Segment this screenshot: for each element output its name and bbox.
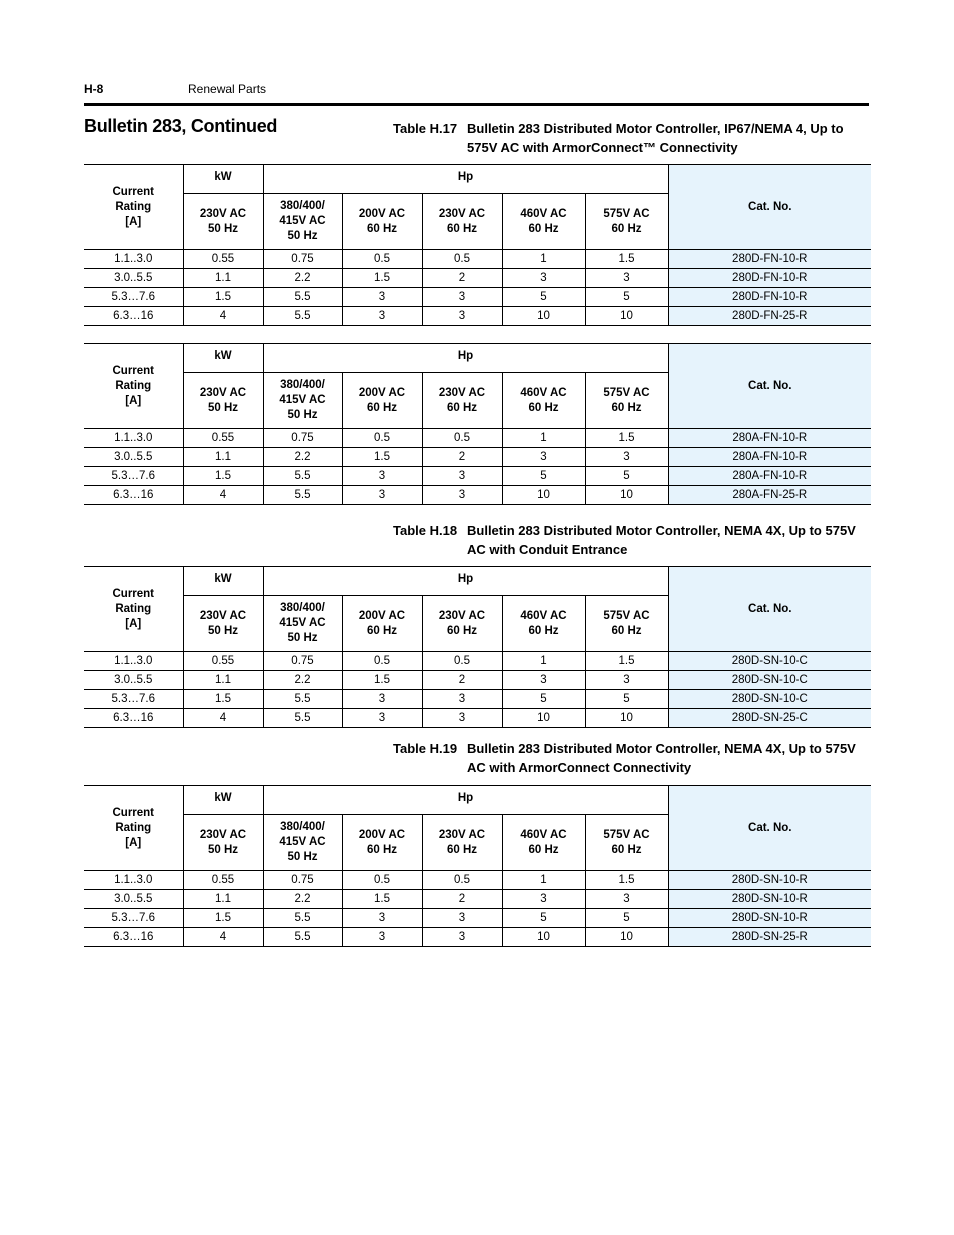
- table-cell: 6.3…16: [84, 928, 183, 947]
- table-cell: 3: [502, 448, 585, 467]
- table-cell: 1.1..3.0: [84, 871, 183, 890]
- kw-header: kW: [183, 786, 263, 815]
- table-cell: 5.5: [263, 709, 342, 728]
- table-cell: 2: [422, 448, 502, 467]
- voltage-header: 460V AC 60 Hz: [502, 815, 585, 871]
- cat-no-cell: 280D-FN-10-R: [668, 269, 871, 288]
- table-cell: 10: [585, 307, 668, 326]
- table-cell: 3: [502, 671, 585, 690]
- cat-no-cell: 280D-SN-10-R: [668, 890, 871, 909]
- table-cell: 1.1: [183, 890, 263, 909]
- cat-no-header: Cat. No.: [668, 786, 871, 871]
- voltage-header: 575V AC 60 Hz: [585, 194, 668, 250]
- table-row: [84, 307, 871, 326]
- cat-no-cell: 280D-FN-25-R: [668, 307, 871, 326]
- table-cell: 6.3…16: [84, 486, 183, 505]
- cat-no-cell: 280A-FN-10-R: [668, 429, 871, 448]
- voltage-header: 230V AC 60 Hz: [422, 815, 502, 871]
- table-cell: 0.75: [263, 871, 342, 890]
- table-cell: 5.5: [263, 467, 342, 486]
- page-number: H-8: [84, 82, 104, 96]
- table-cell: 4: [183, 307, 263, 326]
- table-cell: 0.5: [342, 250, 422, 269]
- table-cell: 5: [502, 288, 585, 307]
- voltage-header: 575V AC 60 Hz: [585, 815, 668, 871]
- table-row: [84, 269, 871, 288]
- hp-header: Hp: [263, 344, 668, 373]
- spec-table: [84, 785, 871, 947]
- table-cell: 1: [502, 652, 585, 671]
- table-cell: 2.2: [263, 269, 342, 288]
- table-cell: 1.5: [585, 652, 668, 671]
- table-row: [84, 429, 871, 448]
- cat-no-cell: 280A-FN-10-R: [668, 448, 871, 467]
- table-cell: 5: [502, 690, 585, 709]
- table-cell: 5.5: [263, 288, 342, 307]
- voltage-header: 230V AC 50 Hz: [183, 596, 263, 652]
- table-cell: 1.5: [342, 448, 422, 467]
- table-cell: 1.5: [342, 890, 422, 909]
- table-cell: 3: [342, 690, 422, 709]
- table-cell: 1.5: [342, 269, 422, 288]
- table-cell: 1.5: [183, 467, 263, 486]
- table-cell: 1.5: [585, 429, 668, 448]
- table-cell: 5.3…7.6: [84, 690, 183, 709]
- cat-no-cell: 280D-SN-10-C: [668, 652, 871, 671]
- table-row: [84, 448, 871, 467]
- header-row: [84, 344, 871, 373]
- table-cell: 1.1..3.0: [84, 250, 183, 269]
- cat-no-cell: 280D-FN-10-R: [668, 250, 871, 269]
- table-cell: 3.0..5.5: [84, 448, 183, 467]
- table-cell: 3: [422, 486, 502, 505]
- table-row: [84, 709, 871, 728]
- voltage-header: 230V AC 50 Hz: [183, 373, 263, 429]
- table-cell: 3: [422, 288, 502, 307]
- table-cell: 2: [422, 890, 502, 909]
- table-cell: 3.0..5.5: [84, 890, 183, 909]
- table-cell: 0.55: [183, 652, 263, 671]
- table-cell: 3: [585, 269, 668, 288]
- table-cell: 1.5: [183, 690, 263, 709]
- cat-no-cell: 280D-FN-10-R: [668, 288, 871, 307]
- table-cell: 3: [342, 486, 422, 505]
- table-cell: 5: [585, 288, 668, 307]
- table-cell: 1.5: [342, 671, 422, 690]
- section-title: Bulletin 283, Continued: [84, 116, 278, 136]
- table-cell: 10: [502, 486, 585, 505]
- table-cell: 10: [585, 928, 668, 947]
- caption-number: Table H.18: [393, 523, 458, 538]
- table-cell: 0.55: [183, 429, 263, 448]
- table-row: [84, 486, 871, 505]
- current-rating-header: Current Rating [A]: [84, 344, 183, 429]
- kw-header: kW: [183, 165, 263, 194]
- cat-no-cell: 280D-SN-25-R: [668, 928, 871, 947]
- running-title: Renewal Parts: [188, 82, 267, 96]
- table-cell: 1: [502, 871, 585, 890]
- spec-table: [84, 566, 871, 728]
- table-cell: 3: [422, 307, 502, 326]
- kw-header: kW: [183, 567, 263, 596]
- table-cell: 1.5: [585, 250, 668, 269]
- cat-no-header: Cat. No.: [668, 165, 871, 250]
- cat-no-cell: 280D-SN-10-C: [668, 690, 871, 709]
- table-row: [84, 671, 871, 690]
- table-cell: 3: [342, 467, 422, 486]
- header-row: [84, 786, 871, 815]
- voltage-header: 200V AC 60 Hz: [342, 373, 422, 429]
- hp-header: Hp: [263, 567, 668, 596]
- table-cell: 5.3…7.6: [84, 467, 183, 486]
- page-header: [84, 79, 869, 106]
- table-cell: 4: [183, 486, 263, 505]
- table-cell: 5: [502, 467, 585, 486]
- current-rating-header: Current Rating [A]: [84, 786, 183, 871]
- caption-title: Bulletin 283 Distributed Motor Controller, IP67/NEMA 4, Up to 575V AC with ArmorConnect™ Connectivity: [467, 121, 844, 155]
- voltage-header: 460V AC 60 Hz: [502, 373, 585, 429]
- table-cell: 3: [422, 690, 502, 709]
- table-cell: 5.5: [263, 486, 342, 505]
- table-cell: 1: [502, 429, 585, 448]
- table-cell: 1.5: [585, 871, 668, 890]
- caption-number: Table H.17: [393, 121, 458, 136]
- table-cell: 5: [585, 690, 668, 709]
- voltage-header: 200V AC 60 Hz: [342, 596, 422, 652]
- voltage-header: 460V AC 60 Hz: [502, 596, 585, 652]
- voltage-header: 575V AC 60 Hz: [585, 596, 668, 652]
- current-rating-header: Current Rating [A]: [84, 567, 183, 652]
- header-row: [84, 165, 871, 194]
- table-cell: 3: [502, 269, 585, 288]
- table-cell: 5.5: [263, 909, 342, 928]
- voltage-header: 230V AC 60 Hz: [422, 194, 502, 250]
- table-cell: 2: [422, 269, 502, 288]
- table-cell: 3: [585, 890, 668, 909]
- caption-title: Bulletin 283 Distributed Motor Controller, NEMA 4X, Up to 575V AC with Conduit Entrance: [467, 523, 856, 557]
- cat-no-header: Cat. No.: [668, 344, 871, 429]
- table-row: [84, 871, 871, 890]
- table-cell: 1.5: [183, 288, 263, 307]
- table-cell: 10: [502, 709, 585, 728]
- table-cell: 10: [585, 709, 668, 728]
- table-cell: 0.55: [183, 871, 263, 890]
- cat-no-header: Cat. No.: [668, 567, 871, 652]
- voltage-header: 230V AC 50 Hz: [183, 815, 263, 871]
- table-cell: 4: [183, 709, 263, 728]
- table-cell: 0.5: [422, 250, 502, 269]
- voltage-header: 200V AC 60 Hz: [342, 815, 422, 871]
- table-row: [84, 288, 871, 307]
- table-cell: 0.5: [342, 871, 422, 890]
- table-row: [84, 928, 871, 947]
- hp-header: Hp: [263, 786, 668, 815]
- cat-no-cell: 280D-SN-25-C: [668, 709, 871, 728]
- table-cell: 3: [422, 467, 502, 486]
- voltage-header: 575V AC 60 Hz: [585, 373, 668, 429]
- table-cell: 1.1: [183, 448, 263, 467]
- cat-no-cell: 280A-FN-25-R: [668, 486, 871, 505]
- spec-table: [84, 164, 871, 326]
- voltage-header: 460V AC 60 Hz: [502, 194, 585, 250]
- hp-header: Hp: [263, 165, 668, 194]
- kw-header: kW: [183, 344, 263, 373]
- table-cell: 3.0..5.5: [84, 269, 183, 288]
- voltage-header: 200V AC 60 Hz: [342, 194, 422, 250]
- table-cell: 6.3…16: [84, 307, 183, 326]
- table-cell: 0.5: [422, 652, 502, 671]
- cat-no-cell: 280D-SN-10-R: [668, 871, 871, 890]
- table-row: [84, 652, 871, 671]
- table-cell: 1.1: [183, 269, 263, 288]
- table-cell: 0.5: [342, 652, 422, 671]
- table-cell: 5.3…7.6: [84, 288, 183, 307]
- table-cell: 2: [422, 671, 502, 690]
- voltage-header: 380/400/ 415V AC 50 Hz: [263, 815, 342, 871]
- table-cell: 5: [585, 467, 668, 486]
- table-cell: 2.2: [263, 890, 342, 909]
- table-cell: 3: [342, 307, 422, 326]
- caption-number: Table H.19: [393, 741, 458, 756]
- table-cell: 3: [422, 709, 502, 728]
- table-cell: 3.0..5.5: [84, 671, 183, 690]
- table-row: [84, 890, 871, 909]
- table-cell: 0.75: [263, 429, 342, 448]
- table-cell: 5.3…7.6: [84, 909, 183, 928]
- voltage-header: 380/400/ 415V AC 50 Hz: [263, 194, 342, 250]
- cat-no-cell: 280A-FN-10-R: [668, 467, 871, 486]
- table-cell: 3: [502, 890, 585, 909]
- table-cell: 1.5: [183, 909, 263, 928]
- cat-no-cell: 280D-SN-10-R: [668, 909, 871, 928]
- voltage-header: 380/400/ 415V AC 50 Hz: [263, 596, 342, 652]
- table-cell: 4: [183, 928, 263, 947]
- voltage-header: 230V AC 60 Hz: [422, 373, 502, 429]
- table-cell: 10: [502, 928, 585, 947]
- table-cell: 3: [342, 909, 422, 928]
- table-cell: 3: [422, 909, 502, 928]
- table-row: [84, 909, 871, 928]
- voltage-header: 230V AC 60 Hz: [422, 596, 502, 652]
- table-cell: 10: [502, 307, 585, 326]
- table-cell: 6.3…16: [84, 709, 183, 728]
- table-cell: 3: [342, 709, 422, 728]
- table-cell: 5: [502, 909, 585, 928]
- table-cell: 0.55: [183, 250, 263, 269]
- table-cell: 3: [342, 928, 422, 947]
- table-cell: 0.5: [422, 429, 502, 448]
- table-cell: 1.1..3.0: [84, 429, 183, 448]
- voltage-header: 380/400/ 415V AC 50 Hz: [263, 373, 342, 429]
- table-cell: 3: [342, 288, 422, 307]
- table-row: [84, 467, 871, 486]
- table-row: [84, 250, 871, 269]
- table-row: [84, 690, 871, 709]
- table-cell: 1: [502, 250, 585, 269]
- table-cell: 5.5: [263, 307, 342, 326]
- cat-no-cell: 280D-SN-10-C: [668, 671, 871, 690]
- table-cell: 3: [585, 448, 668, 467]
- table-cell: 5.5: [263, 928, 342, 947]
- table-cell: 2.2: [263, 671, 342, 690]
- table-cell: 10: [585, 486, 668, 505]
- voltage-header: 230V AC 50 Hz: [183, 194, 263, 250]
- table-cell: 3: [585, 671, 668, 690]
- table-cell: 5.5: [263, 690, 342, 709]
- table-cell: 1.1: [183, 671, 263, 690]
- table-cell: 0.5: [422, 871, 502, 890]
- table-cell: 5: [585, 909, 668, 928]
- table-cell: 3: [422, 928, 502, 947]
- current-rating-header: Current Rating [A]: [84, 165, 183, 250]
- caption-title: Bulletin 283 Distributed Motor Controller, NEMA 4X, Up to 575V AC with ArmorConnect Connectivity: [467, 741, 856, 775]
- table-cell: 0.75: [263, 250, 342, 269]
- spec-table: [84, 343, 871, 505]
- table-cell: 1.1..3.0: [84, 652, 183, 671]
- table-cell: 0.5: [342, 429, 422, 448]
- table-cell: 2.2: [263, 448, 342, 467]
- header-row: [84, 567, 871, 596]
- table-cell: 0.75: [263, 652, 342, 671]
